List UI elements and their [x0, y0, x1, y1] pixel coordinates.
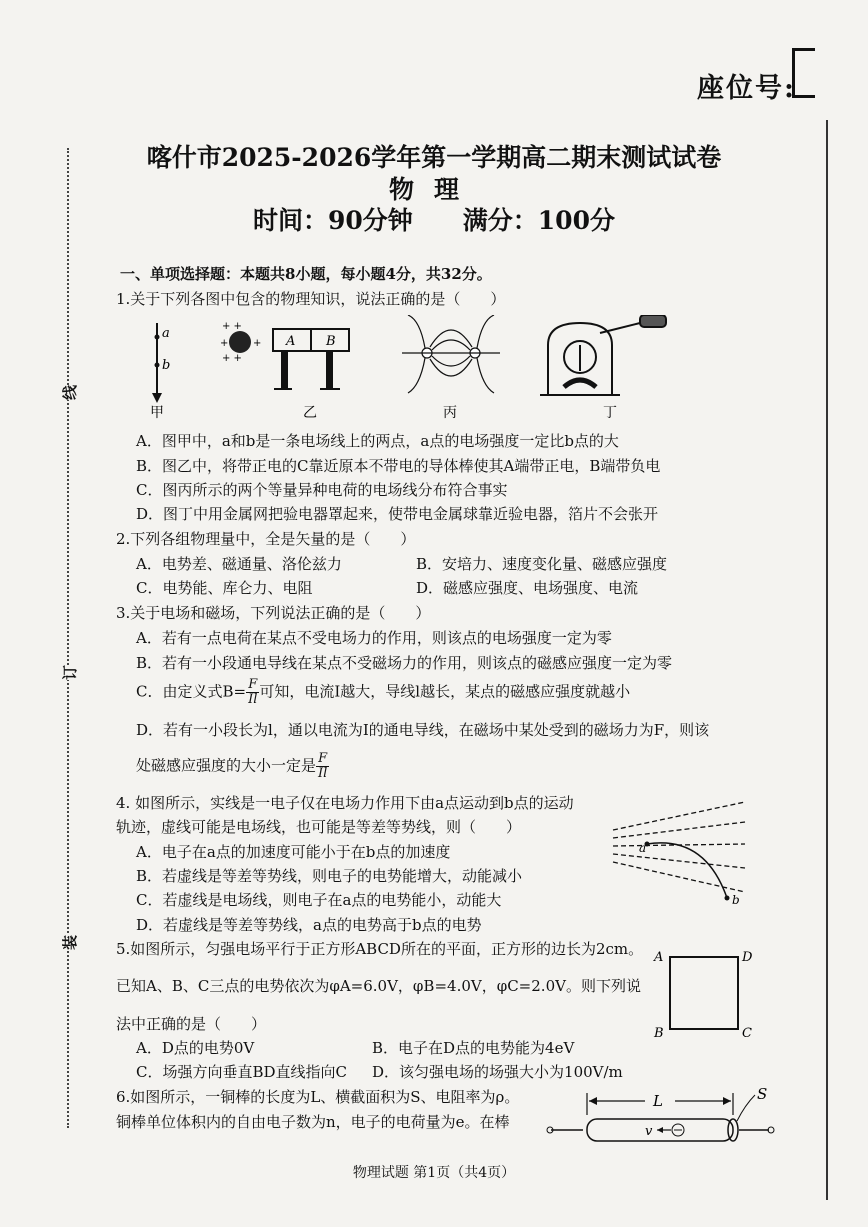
exam-info: 时间：90分钟 满分：100分 — [253, 206, 615, 235]
figure-ding — [540, 315, 666, 395]
svg-text:+ +: + + — [222, 321, 242, 332]
fig-label-B: B — [326, 334, 336, 349]
figure-jia — [152, 323, 170, 403]
q3-c-text-post: 可知，电流I越大，导线l越长，某点的磁感应强度就越小 — [259, 682, 631, 701]
page-footer: 物理试题 第1页（共4页） — [352, 1165, 516, 1181]
seat-number-box[interactable] — [792, 48, 815, 98]
figure-yi — [220, 321, 349, 389]
q3-d-fraction — [316, 752, 329, 781]
q4-fig-b: b — [732, 893, 740, 907]
fig-label-a: a — [162, 326, 170, 341]
fig-name-ding: 丁 — [603, 405, 617, 421]
q2-stem: 2.下列各组物理量中，全是矢量的是（ ） — [116, 530, 416, 548]
exam-title: 喀什市2025-2026学年第一学期高二期末测试试卷 — [146, 143, 722, 172]
q4-figure — [605, 800, 755, 910]
q5-option-d: D．该匀强电场的场强大小为100V/m — [372, 1063, 623, 1081]
q6-fig-L: L — [653, 1092, 663, 1110]
fig-name-yi: 乙 — [303, 405, 317, 421]
q3-option-d-line1: D．若有一小段长为l，通以电流为I的通电导线，在磁场中某处受到的磁场力为F，则该 — [136, 721, 710, 739]
q3-option-a: A．若有一点电荷在某点不受电场力的作用，则该点的电场强度一定为零 — [136, 629, 612, 647]
q2-option-a: A．电势差、磁通量、洛伦兹力 — [136, 555, 342, 573]
q5-option-c: C．场强方向垂直BD直线指向C — [136, 1063, 348, 1081]
q5-option-b: B．电子在D点的电势能为4eV — [372, 1039, 575, 1057]
q1-option-c: C．图丙所示的两个等量异种电荷的电场线分布符合事实 — [136, 481, 508, 499]
seat-number-label: 座位号: — [697, 73, 796, 104]
q3-option-b: B．若有一小段通电导线在某点不受磁场力的作用，则该点的磁感应强度一定为零 — [136, 654, 673, 672]
q4-option-a: A．电子在a点的加速度可能小于在b点的加速度 — [136, 843, 451, 861]
binding-line — [67, 148, 69, 1128]
section-heading: 一、单项选择题：本题共8小题，每小题4分，共32分。 — [120, 265, 492, 283]
q1-option-b: B．图乙中，将带正电的C靠近原本不带电的导体棒使其A端带正电，B端带负电 — [136, 457, 661, 475]
q6-stem-line2: 铜棒单位体积内的自由电子数为n，电子的电荷量为e。在棒 — [116, 1113, 510, 1131]
q4-stem-line1: 4. 如图所示，实线是一电子仅在电场力作用下由a点运动到b点的运动 — [116, 794, 574, 812]
svg-text:+: + — [253, 338, 262, 349]
q1-figures — [140, 315, 700, 425]
q5-corner-B: B — [654, 1026, 664, 1041]
q6-stem-line1: 6.如图所示，一铜棒的长度为L、横截面积为S、电阻率为ρ。 — [116, 1088, 520, 1106]
q5-corner-D: D — [742, 950, 753, 965]
q3-c-frac-num: F — [246, 678, 259, 693]
q2-option-b: B．安培力、速度变化量、磁感应强度 — [416, 555, 668, 573]
q4-fig-a: a — [639, 841, 647, 855]
q6-fig-S: S — [757, 1085, 768, 1103]
q3-d-frac-num: F — [316, 752, 329, 767]
q3-d-frac-den: Il — [318, 766, 328, 781]
q5-corner-C: C — [742, 1026, 752, 1041]
q1-option-a: A．图甲中，a和b是一条电场线上的两点，a点的电场强度一定比b点的大 — [136, 432, 619, 450]
q5-square-figure — [650, 945, 760, 1045]
q4-option-c: C．若虚线是电场线，则电子在a点的电势能小，动能大 — [136, 891, 502, 909]
fig-label-b: b — [162, 358, 171, 373]
binding-label-zhuang: 装 — [57, 935, 82, 950]
q4-option-b: B．若虚线是等差等势线，则电子的电势能增大，动能减小 — [136, 867, 523, 885]
figure-bing — [402, 315, 500, 393]
q6-rod-figure — [545, 1085, 780, 1150]
fig-name-bing: 丙 — [443, 405, 457, 421]
q5-stem-line2: 已知A、B、C三点的电势依次为φA=6.0V，φB=4.0V，φC=2.0V。则下列说 — [116, 977, 641, 995]
q2-option-c: C．电势能、库仑力、电阻 — [136, 579, 313, 597]
q3-option-d-line2 — [136, 752, 329, 781]
binding-label-xian: 线 — [57, 385, 82, 400]
q3-option-c — [136, 678, 630, 707]
q1-option-d: D．图丁中用金属网把验电器罩起来，使带电金属球靠近验电器，箔片不会张开 — [136, 505, 659, 523]
binding-label-ding: 订 — [57, 665, 82, 680]
fig-name-jia: 甲 — [150, 405, 164, 421]
q5-stem-line1: 5.如图所示，匀强电场平行于正方形ABCD所在的平面，正方形的边长为2cm。 — [116, 940, 644, 958]
q3-c-frac-den: Il — [248, 692, 258, 707]
q2-option-d: D．磁感应强度、电场强度、电流 — [416, 579, 639, 597]
q4-option-d: D．若虚线是等差等势线，a点的电势高于b点的电势 — [136, 916, 482, 934]
svg-text:+ +: + + — [222, 353, 242, 364]
q3-d-text-pre: 处磁感应强度的大小一定是 — [136, 756, 317, 775]
q4-stem-line2: 轨迹，虚线可能是电场线，也可能是等差等势线，则（ ） — [116, 818, 522, 836]
right-margin-line — [826, 120, 828, 1200]
svg-text:+: + — [220, 338, 229, 349]
q6-fig-v: v — [645, 1124, 653, 1139]
q1-stem: 1.关于下列各图中包含的物理知识，说法正确的是（ ） — [116, 290, 506, 308]
q3-stem: 3.关于电场和磁场，下列说法正确的是（ ） — [116, 604, 431, 622]
q5-option-a: A．D点的电势0V — [136, 1039, 255, 1057]
fig-label-A: A — [286, 334, 296, 349]
q5-corner-A: A — [654, 950, 664, 965]
exam-subject: 物理 — [388, 175, 479, 204]
q5-stem-line3: 法中正确的是（ ） — [116, 1015, 267, 1033]
q3-c-text-pre: C．由定义式B= — [136, 682, 247, 701]
q3-c-fraction — [246, 678, 259, 707]
